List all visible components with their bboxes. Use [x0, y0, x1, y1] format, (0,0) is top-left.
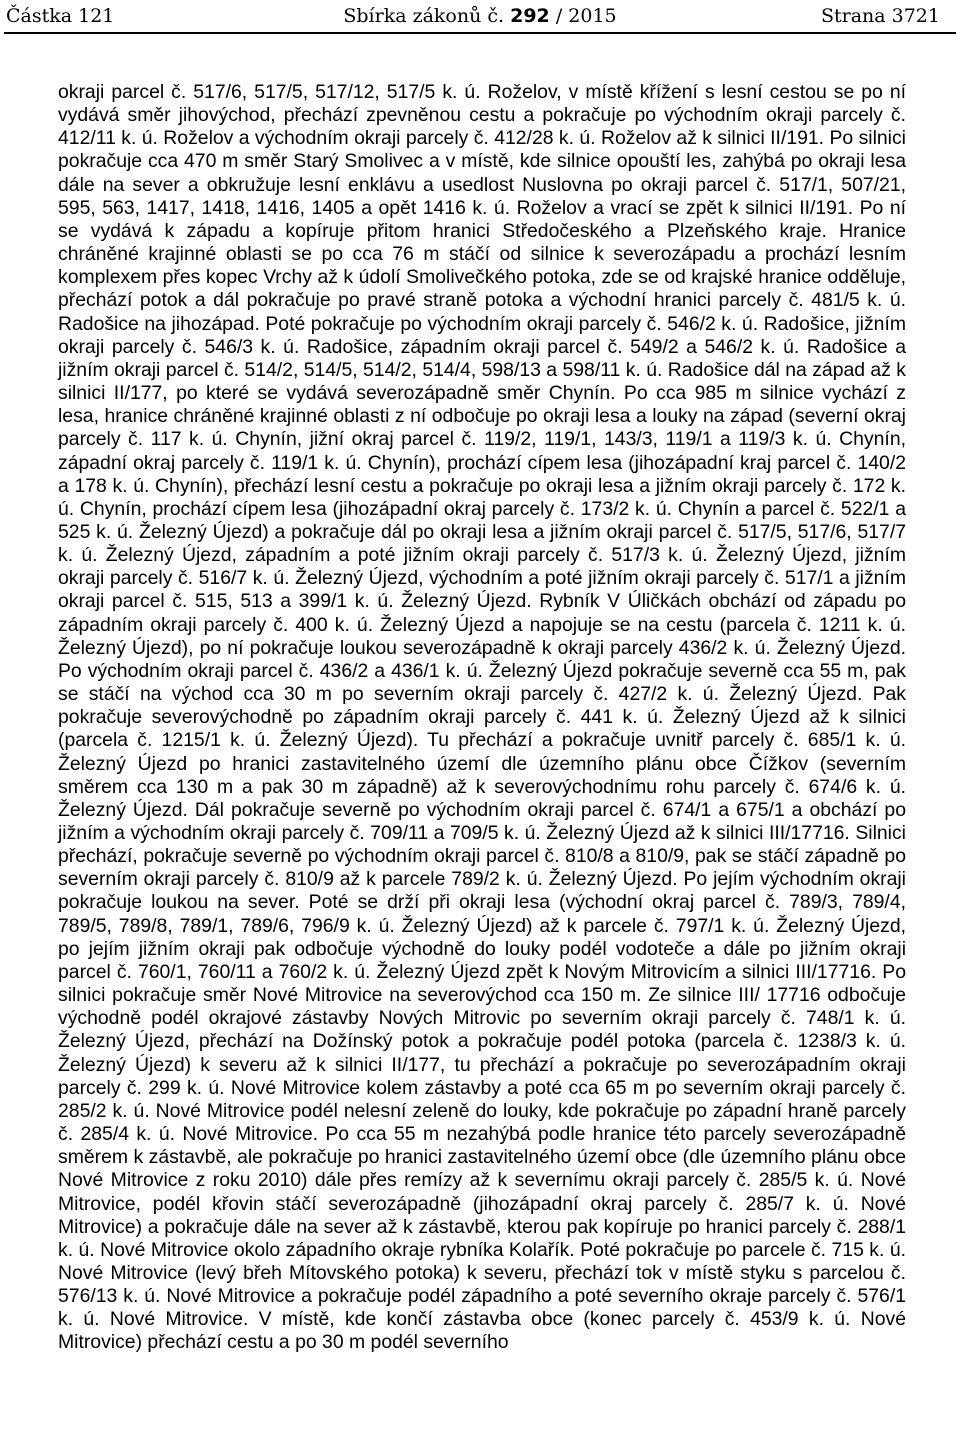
- body-paragraph: okraji parcel č. 517/6, 517/5, 517/12, 517/5 k. ú. Roželov, v místě křížení s lesní cestou se po ní vydává směr jihovýchod, přechází zpevněnou cestu a pokračuje po východním okraji parcely č. 412/11 k. ú. Roželov a východním okraji parcely č. 412/28 k. ú. Roželov až k silnici II/191. Po silnici pokračuje cca 470 m směr Starý Smolivec a v místě, kde silnice opouští les, zahýbá po okraji lesa dále na sever a obkružuje lesní enklávu a usedlost Nuslovna po okraji parcel č. 517/1, 507/21, 595, 563, 1417, 1418, 1416, 1405 a opět 1416 k. ú. Roželov a vrací se zpět k silnici II/191. Po ní se vydává k západu a kopíruje přitom hranici Středočeského a Plzeňského kraje. Hranice chráněné krajinné oblasti se po cca 76 m stáčí od silnice k severozápadu a prochází lesním komplexem přes kopec Vrchy až k údolí Smolivečkého potoka, zde se od krajské hranice odděluje, přechází potok a dál pokračuje po pravé straně potoka a východní hranici parcely č. 481/5 k. ú. Radošice na jihozápad. Poté pokračuje po východním okraji parcely č. 546/2 k. ú. Radošice, jižním okraji parcely č. 546/3 k. ú. Radošice, západním okraji parcel č. 549/2 a 546/2 k. ú. Radošice a jižním okraji parcel č. 514/2, 514/5, 514/2, 514/4, 598/13 a 598/11 k. ú. Radošice dál na západ až k silnici II/177, po které se vydává severozápadně směr Chynín. Po cca 985 m silnice vychází z lesa, hranice chráněné krajinné oblasti z ní odbočuje po okraji lesa a louky na západ (severní okraj parcely č. 117 k. ú. Chynín, jižní okraj parcel č. 119/2, 119/1, 143/3, 119/1 a 119/3 k. ú. Chynín, západní okraj parcely č. 119/1 k. ú. Chynín), prochází cípem lesa (jihozápadní kraj parcel č. 140/2 a 178 k. ú. Chynín), přechází lesní cestu a pokračuje po okraji lesa a jižním okraji parcely č. 172 k. ú. Chynín, prochází cípem lesa (jihozápadní okraj parcely č. 173/2 k. ú. Chynín a parcel č. 522/1 a 525 k. ú. Železný Újezd) a pokračuje dál po okraji lesa a jižním okraji parcel č. 517/5, 517/6, 517/7 k. ú. Železný Újezd, západním a poté jižním okraji parcely č. 517/3 k. ú. Železný Újezd, jižním okraji parcely č. 516/7 k. ú. Železný Újezd, východním a poté jižním okraji parcely č. 517/1 a jižním okraji parcel č. 515, 513 a 399/1 k. ú. Železný Újezd. Rybník V Úličkách obchází od západu po západním okraji parcely č. 400 k. ú. Železný Újezd a napojuje se na cestu (parcela č. 1211 k. ú. Železný Újezd), po ní pokračuje loukou severozápadně k okraji parcely 436/2 k. ú. Železný Újezd. Po východním okraji parcel č. 436/2 a 436/1 k. ú. Železný Újezd pokračuje severně cca 55 m, pak se stáčí na východ cca 30 m po severním okraji parcely č. 427/2 k. ú. Železný Újezd. Pak pokračuje severovýchodně po západním okraji parcely č. 441 k. ú. Železný Újezd až k silnici (parcela č. 1215/1 k. ú. Železný Újezd). Tu přechází a pokračuje uvnitř parcely č. 685/1 k. ú. Železný Újezd po hranici zastavitelného území dle územního plánu obce Čížkov (severním směrem cca 130 m a pak 30 m západně) až k severovýchodnímu rohu parcely č. 674/6 k. ú. Železný Újezd. Dál pokračuje severně po východním okraji parcel č. 674/1 a 675/1 a obchází po jižním a východním okraji parcely č. 709/11 a 709/5 k. ú. Železný Újezd až k silnici III/17716. Silnici přechází, pokračuje severně po východním okraji parcel č. 810/8 a 810/9, pak se stáčí západně po severním okraji parcely č. 810/9 až k parcele 789/2 k. ú. Železný Újezd. Po jejím východním okraji pokračuje loukou na sever. Poté se drží při okraji lesa (východní okraj parcel č. 789/3, 789/4, 789/5, 789/8, 789/1, 789/6, 796/9 k. ú. Železný Újezd) až k parcele č. 797/1 k. ú. Železný Újezd, po jejím jižním okraji pak odbočuje východně do louky podél vodoteče a dále po jižním okraji parcel č. 760/1, 760/11 a 760/2 k. ú. Železný Újezd zpět k Novým Mitrovicím a silnici III/17716. Po silnici pokračuje směr Nové Mitrovice na severovýchod cca 150 m. Ze silnice III/ 17716 odbočuje východně podél okrajové zástavby Nových Mitrovic po severním okraji parcely č. 748/1 k. ú. Železný Újezd, přechází na Dožínský potok a pokračuje podél potoka (parcela č. 1238/3 k. ú. Železný Újezd) k severu až k silnici II/177, tu přechází a pokračuje po severozápadním okraji parcely č. 299 k. ú. Nové Mitrovice kolem zástavby a poté cca 65 m po severním okraji parcely č. 285/2 k. ú. Nové Mitrovice podél nelesní zeleně do louky, kde pokračuje po západní hraně parcely č. 285/4 k. ú. Nové Mitrovice. Po cca 55 m nezahýbá podle hranice této parcely severozápadně směrem k zástavbě, ale pokračuje po hranici zastavitelného území obce (dle územního plánu obce Nové Mitrovice z roku 2010) dále přes remízy až k severnímu okraji parcely č. 285/5 k. ú. Nové Mitrovice, podél křovin stáčí severozápadně (jihozápadní okraj parcely č. 285/7 k. ú. Nové Mitrovice) a pokračuje dále na sever až k zástavbě, kterou pak kopíruje po hranici parcely č. 288/1 k. ú. Nové Mitrovice okolo západního okraje rybníka Kolařík. Poté pokračuje po parcele č. 715 k. ú. Nové Mitrovice (levý břeh Mítovského potoka) k severu, přechází tok v místě styku s parcelou č. 576/13 k. ú. Nové Mitrovice a pokračuje podél západního a poté severního okraje parcely č. 576/1 k. ú. Nové Mitrovice. V místě, kde končí zástavba obce (konec parcely č. 453/9 k. ú. Nové Mitrovice) přechází cestu a po 30 m podél severního: [58, 81, 906, 1354]
- issue-number: Částka 121: [6, 5, 115, 27]
- collection-year: / 2015: [549, 5, 617, 27]
- page-number: Strana 3721: [820, 5, 940, 27]
- law-number: 292: [510, 5, 550, 27]
- collection-prefix: Sbírka zákonů č.: [343, 5, 511, 27]
- header-divider: [4, 32, 956, 34]
- document-body: [58, 81, 906, 1355]
- collection-title: [0, 5, 960, 27]
- page-header: [0, 0, 960, 36]
